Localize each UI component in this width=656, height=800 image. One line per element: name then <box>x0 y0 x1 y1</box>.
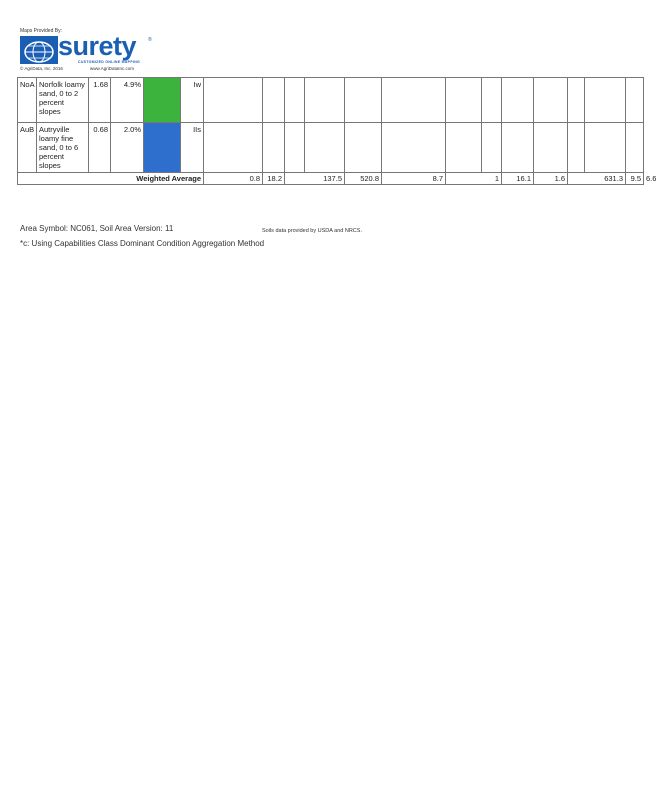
weighted-average-value: 16.1 <box>502 173 534 185</box>
table-row <box>18 78 644 123</box>
data-cell <box>585 123 626 173</box>
data-credit: Soils data provided by USDA and NRCS. <box>262 228 362 234</box>
data-cell <box>585 78 626 123</box>
weighted-average-value: 9.5 <box>626 173 644 185</box>
data-cell <box>285 123 305 173</box>
copyright-text: © AgriData, Inc. 2016 <box>20 66 63 71</box>
soil-description: Norfolk loamy sand, 0 to 2 percent slopes <box>37 78 89 123</box>
surety-wordmark: surety <box>58 31 137 61</box>
data-cell <box>446 78 482 123</box>
aggregation-note: *c: Using Capabilities Class Dominant Condition Aggregation Method <box>20 239 265 248</box>
data-cell <box>534 78 568 123</box>
weighted-average-value: 0.8 <box>204 173 263 185</box>
data-cell <box>482 123 502 173</box>
globe-icon <box>20 36 58 64</box>
data-cell <box>534 123 568 173</box>
website-text: www.AgriDataInc.com <box>90 66 135 71</box>
data-cell <box>345 123 382 173</box>
data-cell <box>204 78 263 123</box>
maps-provided-by-label: Maps Provided By: <box>20 28 62 34</box>
soil-code: AuB <box>18 123 37 173</box>
weighted-average-label: Weighted Average <box>18 173 204 185</box>
data-cell <box>305 78 345 123</box>
legend-color-swatch <box>144 123 181 173</box>
table-row <box>18 123 644 173</box>
tagline: CUSTOMIZED ONLINE MAPPING <box>78 60 141 64</box>
area-symbol-note: Area Symbol: NC061, Soil Area Version: 11 <box>20 224 174 233</box>
data-cell <box>345 78 382 123</box>
weighted-average-value: 1.6 <box>534 173 568 185</box>
acres-cell: 0.68 <box>89 123 111 173</box>
data-cell <box>502 78 534 123</box>
legend-color-swatch <box>144 78 181 123</box>
data-cell <box>568 78 585 123</box>
data-cell <box>382 123 446 173</box>
weighted-average-value: 631.3 <box>568 173 626 185</box>
weighted-average-value: 18.2 <box>263 173 285 185</box>
percent-cell: 4.9% <box>111 78 144 123</box>
data-cell <box>568 123 585 173</box>
weighted-average-value: 520.8 <box>345 173 382 185</box>
data-cell <box>502 123 534 173</box>
capability-class: IIs <box>181 123 204 173</box>
data-cell <box>446 123 482 173</box>
data-cell <box>305 123 345 173</box>
surety-logo <box>18 28 158 70</box>
data-cell <box>263 123 285 173</box>
weighted-average-value: 137.5 <box>285 173 345 185</box>
data-cell <box>285 78 305 123</box>
data-cell <box>626 123 644 173</box>
data-cell <box>204 123 263 173</box>
capability-class: Iw <box>181 78 204 123</box>
percent-cell: 2.0% <box>111 123 144 173</box>
registered-mark: ® <box>148 37 152 43</box>
data-cell <box>482 78 502 123</box>
soil-description: Autryville loamy fine sand, 0 to 6 percent slopes <box>37 123 89 173</box>
weighted-average-row: Weighted Average 0.8 18.2 137.5 520.8 8.7 1 16.1 1.6 631.3 9.5 6.6 <box>18 173 644 185</box>
data-cell <box>382 78 446 123</box>
weighted-average-value: 1 <box>446 173 502 185</box>
soil-table <box>17 77 656 185</box>
data-cell <box>263 78 285 123</box>
acres-cell: 1.68 <box>89 78 111 123</box>
soil-code: NoA <box>18 78 37 123</box>
footnotes <box>20 224 264 254</box>
weighted-average-value: 8.7 <box>382 173 446 185</box>
data-cell <box>626 78 644 123</box>
